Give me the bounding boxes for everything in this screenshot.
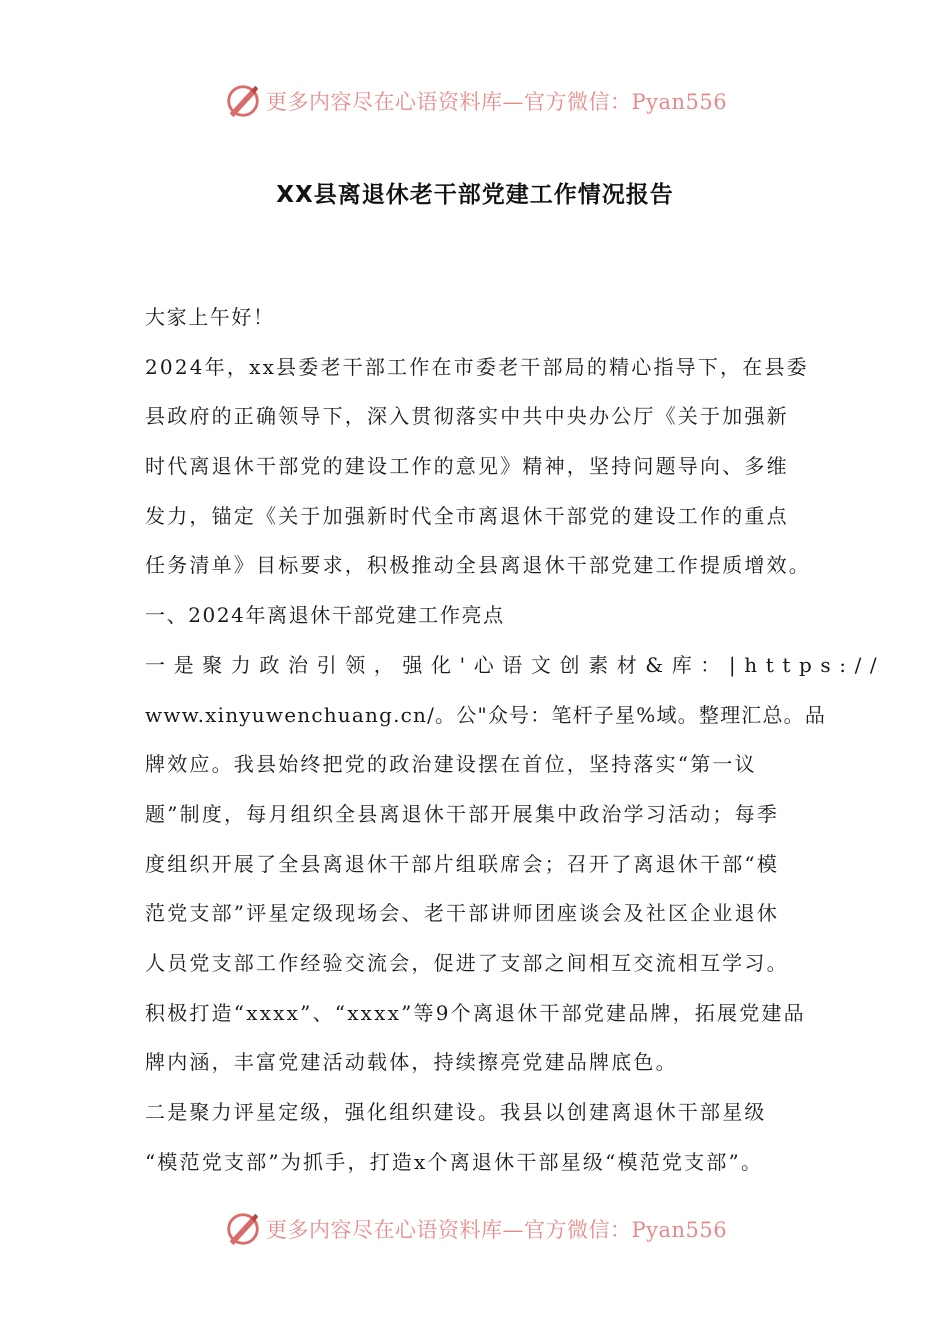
watermark-text: 更多内容尽在心语资料库—官方微信：Pyan556 — [266, 90, 728, 114]
watermark-text: 更多内容尽在心语资料库—官方微信：Pyan556 — [266, 1218, 728, 1242]
body-line: 大家上午好！ — [145, 305, 275, 329]
body-line: www.xinyuwenchuang.cn/。公"众号：笔杆子星%域。整理汇总。品 — [145, 702, 827, 727]
body-line: 范党支部”评星定级现场会、老干部讲师团座谈会及社区企业退休 — [145, 901, 780, 926]
section-heading: 一、2024年离退休干部党建工作亮点 — [145, 603, 505, 628]
watermark-banner-top — [0, 80, 950, 124]
document-title: XX县离退休老干部党建工作情况报告 — [276, 182, 674, 208]
body-line: 牌内涵，丰富党建活动载体，持续擦亮党建品牌底色。 — [145, 1050, 678, 1075]
body-line: 题”制度，每月组织全县离退休干部开展集中政治学习活动；每季 — [145, 801, 780, 826]
body-line: 二是聚力评星定级，强化组织建设。我县以创建离退休干部星级 — [145, 1100, 767, 1124]
body-line: 县政府的正确领导下，深入贯彻落实中共中央办公厅《关于加强新 — [145, 404, 789, 429]
body-line: 牌效应。我县始终把党的政治建设摆在首位，坚持落实“第一议 — [145, 752, 757, 777]
document-body — [145, 293, 886, 1187]
body-line: 2024年，xx县委老干部工作在市委老干部局的精心指导下，在县委 — [145, 354, 809, 379]
body-line: 一是聚力政治引领，强化'心语文创素材&库：|https:// — [145, 652, 886, 677]
watermark-banner-bottom — [0, 1208, 950, 1252]
body-line: 人员党支部工作经验交流会，促进了支部之间相互交流相互学习。 — [145, 950, 789, 975]
body-line: 积极打造“xxxx”、“xxxx”等9个离退休干部党建品牌，拓展党建品 — [145, 1000, 806, 1025]
pen-logo-icon — [224, 1210, 262, 1248]
body-line: 时代离退休干部党的建设工作的意见》精神，坚持问题导向、多维 — [145, 454, 789, 479]
body-line: 度组织开展了全县离退休干部片组联席会；召开了离退休干部“模 — [145, 851, 780, 876]
body-line: 发力，锚定《关于加强新时代全市离退休干部党的建设工作的重点 — [145, 503, 789, 528]
pen-logo-icon — [224, 82, 262, 120]
body-line: “模范党支部”为抓手，打造x个离退休干部星级“模范党支部”。 — [145, 1149, 764, 1174]
body-line: 任务清单》目标要求，积极推动全县离退休干部党建工作提质增效。 — [145, 553, 811, 578]
